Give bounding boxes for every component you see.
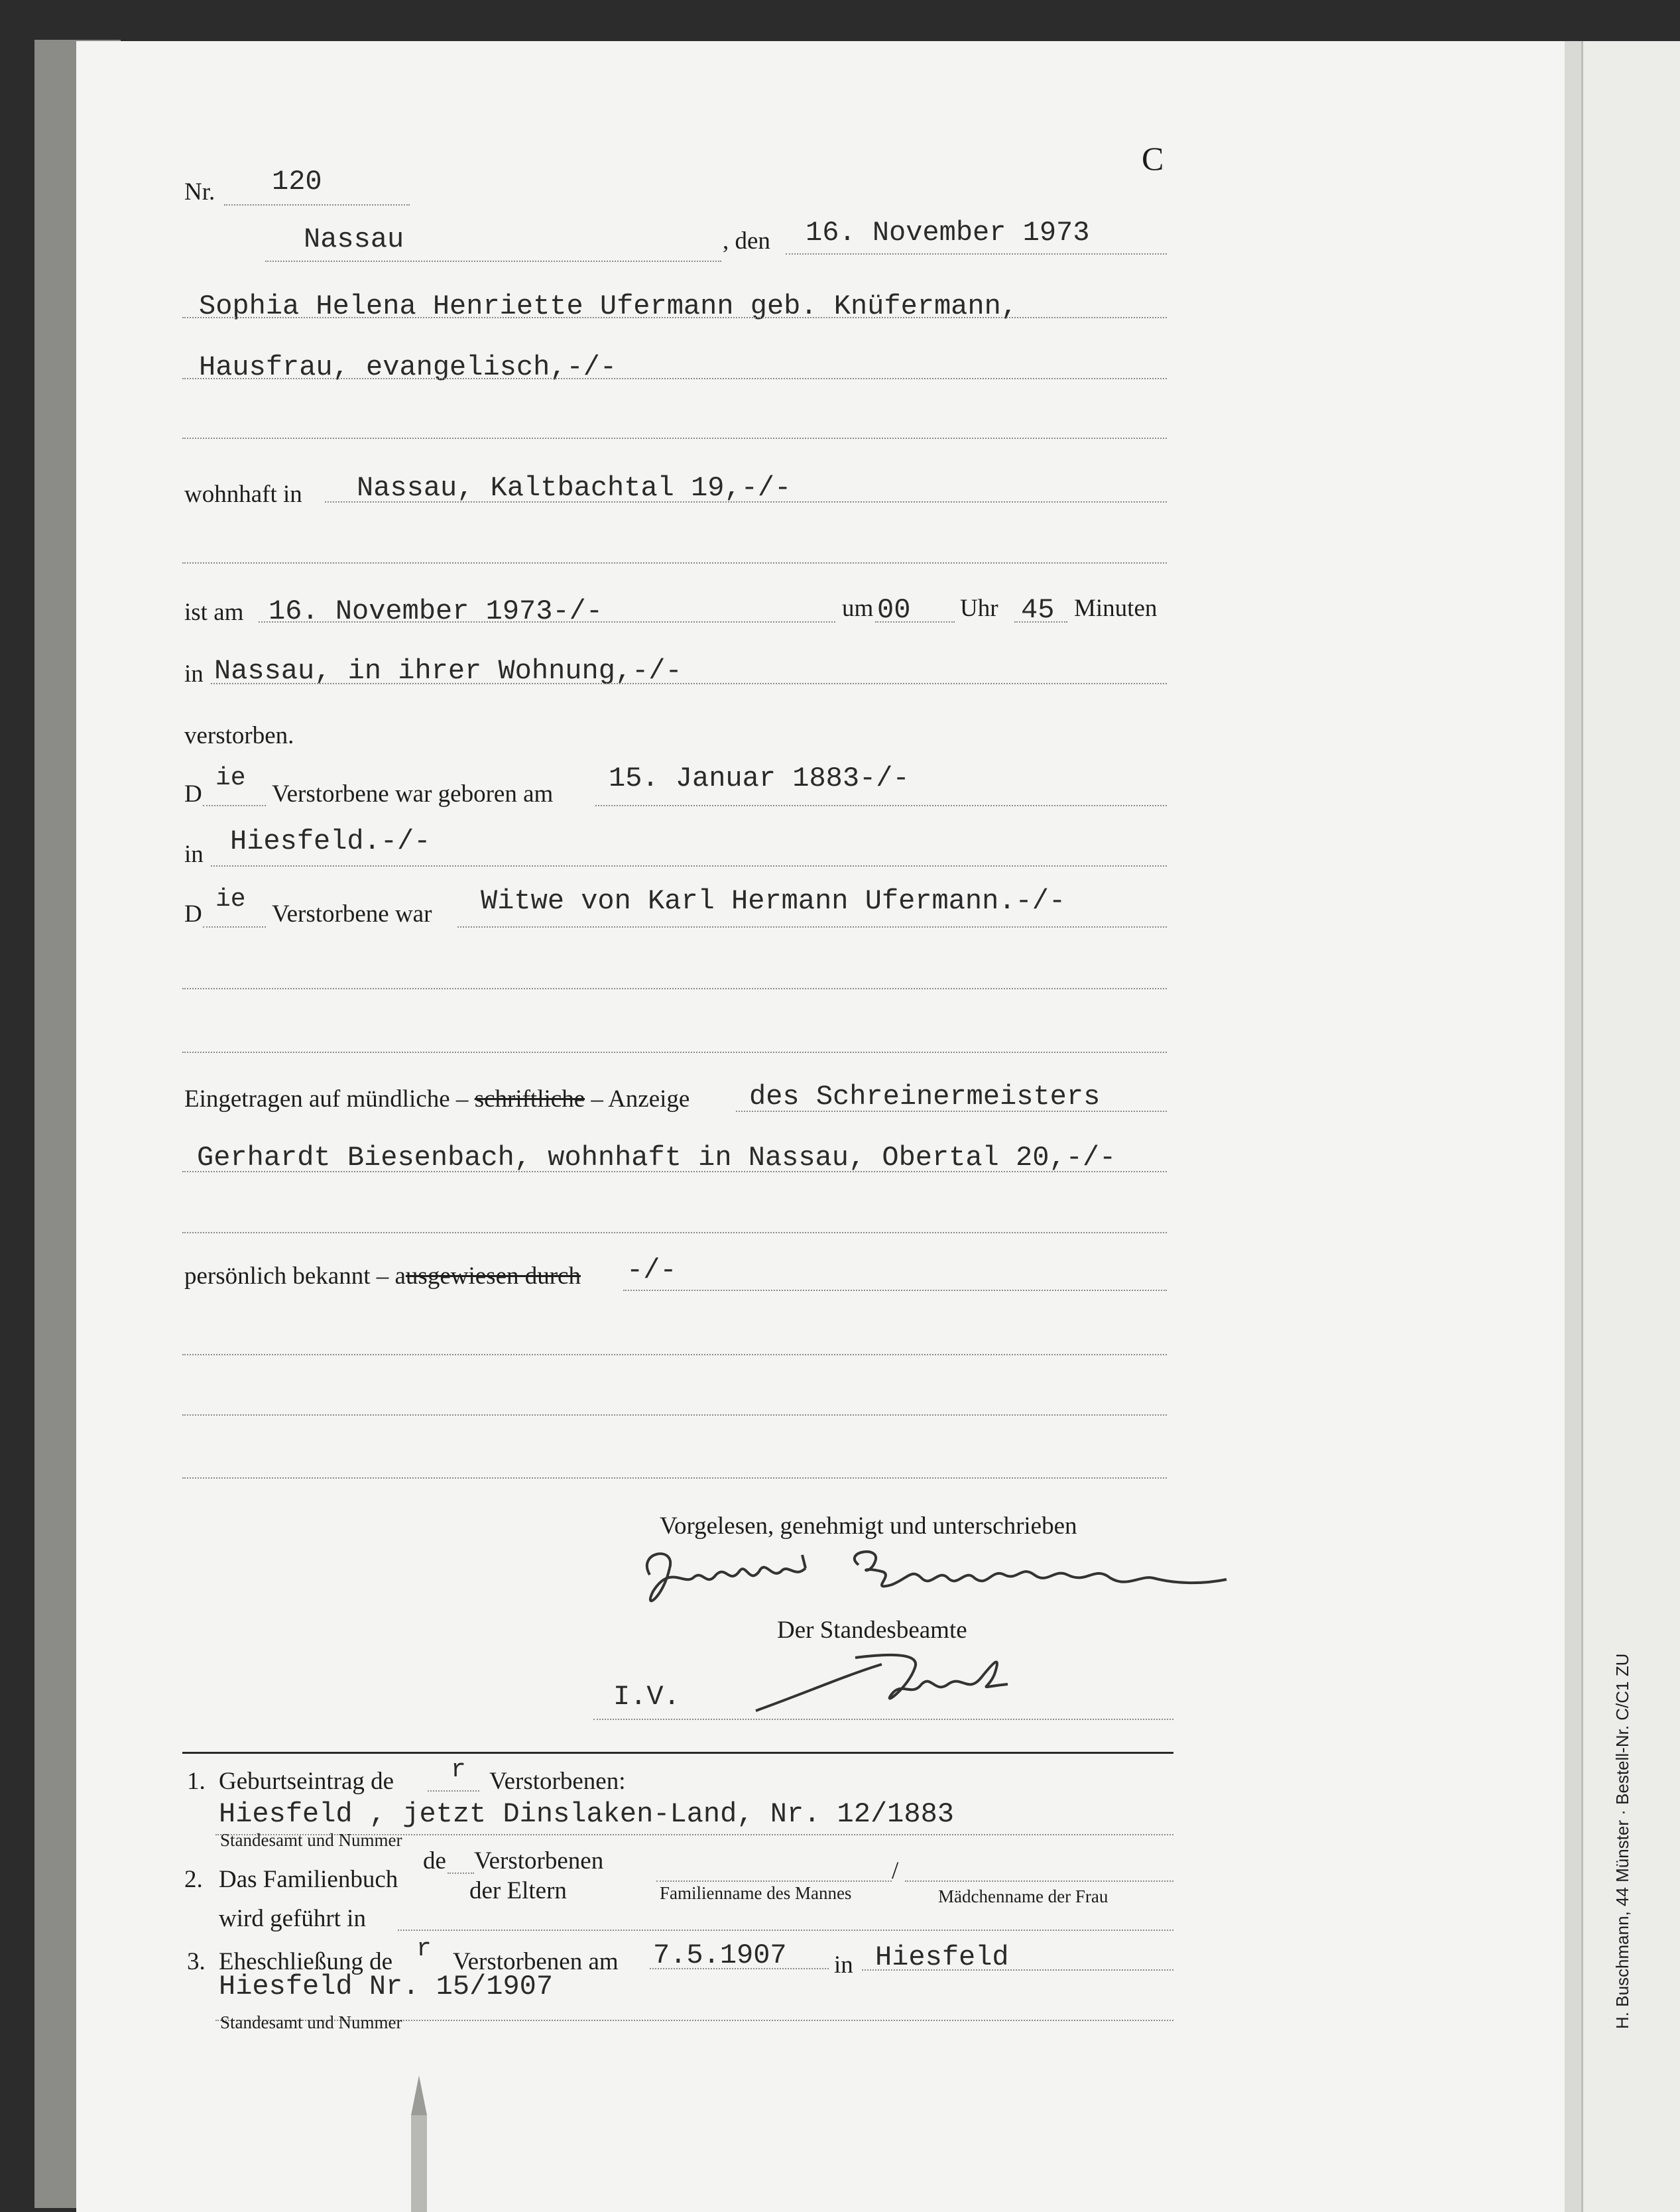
rule	[182, 1414, 1167, 1416]
death-place: Nassau, in ihrer Wohnung,-/-	[214, 655, 682, 687]
note2-option-deceased: Verstorbenen	[474, 1847, 604, 1874]
rule	[786, 253, 1167, 255]
note2-label-kept: wird geführt in	[219, 1905, 366, 1932]
rule	[182, 562, 1167, 564]
birth-date-label: Verstorbene war geboren am	[272, 780, 554, 808]
pen-pointer	[406, 2075, 432, 2212]
note3-marriage-register: Hiesfeld Nr. 15/1907	[219, 1971, 554, 2002]
deceased-occupation: Hausfrau, evangelisch,-/-	[199, 351, 617, 383]
death-minutes: 45	[1021, 594, 1055, 626]
marital-d-label: D	[184, 900, 202, 928]
rule	[875, 621, 955, 623]
rule	[905, 1880, 1173, 1882]
iv-label: I.V.	[613, 1681, 680, 1713]
rule	[203, 926, 266, 928]
note3-gender-ending: r	[416, 1935, 432, 1963]
report-label-b: – Anzeige	[591, 1085, 690, 1113]
residence-value: Nassau, Kaltbachtal 19,-/-	[357, 472, 792, 504]
note3-marriage-date: 7.5.1907	[653, 1939, 787, 1971]
identity-label	[184, 1262, 581, 1290]
rule	[593, 1719, 1173, 1720]
rule	[182, 438, 1167, 439]
rule	[428, 1790, 479, 1792]
death-date-label: ist am	[184, 599, 244, 626]
rule	[211, 683, 1167, 684]
minuten-label: Minuten	[1074, 595, 1158, 622]
death-place-label: in	[184, 660, 204, 688]
registrar-signature	[749, 1648, 1028, 1721]
death-date: 16. November 1973-/-	[269, 595, 603, 627]
rule	[457, 926, 1167, 928]
rule	[182, 1171, 1167, 1172]
note3-label-b: Verstorbenen am	[453, 1948, 619, 1975]
rule	[182, 1232, 1167, 1233]
registry-date: 16. November 1973	[806, 217, 1090, 249]
report-label-struck: schriftliche	[474, 1085, 585, 1113]
um-label: um	[842, 595, 874, 622]
book-gutter	[1565, 41, 1582, 2212]
birth-date: 15. Januar 1883-/-	[609, 763, 910, 794]
form-letter: C	[1142, 140, 1164, 177]
rule	[182, 1477, 1167, 1479]
birth-gender-ending: ie	[215, 764, 246, 792]
note1-caption: Standesamt und Nummer	[220, 1830, 402, 1850]
rule	[182, 317, 1167, 318]
printer-imprint: H. Buschmann, 44 Münster · Bestell-Nr. C/C1 ZU	[1612, 1653, 1632, 2029]
rule	[203, 805, 266, 806]
rule	[224, 204, 410, 206]
read-approved-label: Vorgelesen, genehmigt und unterschrieben	[660, 1512, 1077, 1540]
note2-number: 2.	[184, 1866, 203, 1893]
rule	[736, 1111, 1167, 1112]
rule	[265, 261, 721, 262]
note2-option-de: de	[423, 1847, 446, 1874]
rule	[182, 1354, 1167, 1355]
registry-place: Nassau	[304, 223, 404, 255]
note2-slash: /	[892, 1857, 899, 1884]
birth-place: Hiesfeld.-/-	[230, 826, 431, 857]
rule	[1014, 621, 1067, 623]
note1-number: 1.	[187, 1768, 206, 1795]
identity-label-struck: usgewiesen durch	[405, 1262, 581, 1290]
birth-d-label: D	[184, 780, 202, 808]
report-label	[184, 1085, 690, 1113]
marital-gender-ending: ie	[215, 885, 246, 914]
rule	[656, 1880, 892, 1882]
note1-birth-register: Hiesfeld , jetzt Dinslaken-Land, Nr. 12/1883	[219, 1798, 954, 1830]
rule	[182, 378, 1167, 379]
verstorben-label: verstorben.	[184, 722, 294, 749]
note3-marriage-place: Hiesfeld	[875, 1941, 1009, 1973]
deceased-name: Sophia Helena Henriette Ufermann geb. Knüfermann,	[199, 290, 1018, 322]
note3-label-a: Eheschließung de	[219, 1948, 392, 1975]
rule	[259, 621, 835, 623]
rule	[650, 1968, 829, 1969]
death-hour: 00	[877, 594, 911, 626]
rule	[211, 865, 1167, 867]
uhr-label: Uhr	[960, 595, 998, 622]
informant-details: Gerhardt Biesenbach, wohnhaft in Nassau, Obertal 20,-/-	[197, 1142, 1116, 1174]
rule	[623, 1290, 1167, 1291]
marital-label: Verstorbene war	[272, 900, 432, 928]
den-label: , den	[723, 227, 770, 255]
note2-caption-husband: Familienname des Mannes	[660, 1883, 852, 1903]
marital-status: Witwe von Karl Hermann Ufermann.-/-	[481, 885, 1066, 917]
nr-label: Nr.	[184, 178, 215, 206]
rule	[325, 501, 1167, 503]
note2-label: Das Familienbuch	[219, 1866, 398, 1893]
identity-value: -/-	[627, 1255, 677, 1286]
rule	[595, 805, 1167, 806]
identity-label-a: persönlich bekannt – a	[184, 1262, 406, 1290]
note2-option-parents: der Eltern	[469, 1877, 567, 1904]
note2-caption-wife: Mädchenname der Frau	[938, 1886, 1109, 1906]
rule	[398, 1930, 1173, 1931]
informant-title: des Schreinermeisters	[749, 1081, 1101, 1113]
note1-label-a: Geburtseintrag de	[219, 1768, 394, 1795]
report-label-a: Eingetragen auf mündliche –	[184, 1085, 469, 1113]
note3-in-label: in	[834, 1951, 853, 1979]
entry-number: 120	[272, 166, 322, 198]
birth-place-label: in	[184, 841, 204, 868]
rule	[182, 988, 1167, 989]
informant-signature	[630, 1538, 1260, 1618]
rule	[182, 1052, 1167, 1053]
note1-label-b: Verstorbenen:	[489, 1768, 626, 1795]
section-separator	[182, 1752, 1173, 1754]
rule	[448, 1873, 474, 1874]
note3-caption: Standesamt und Nummer	[220, 2012, 402, 2032]
note3-number: 3.	[187, 1948, 206, 1975]
registrar-label: Der Standesbeamte	[777, 1617, 967, 1644]
rule	[862, 1969, 1173, 1971]
residence-label: wohnhaft in	[184, 481, 302, 508]
note1-gender-ending: r	[451, 1756, 466, 1784]
